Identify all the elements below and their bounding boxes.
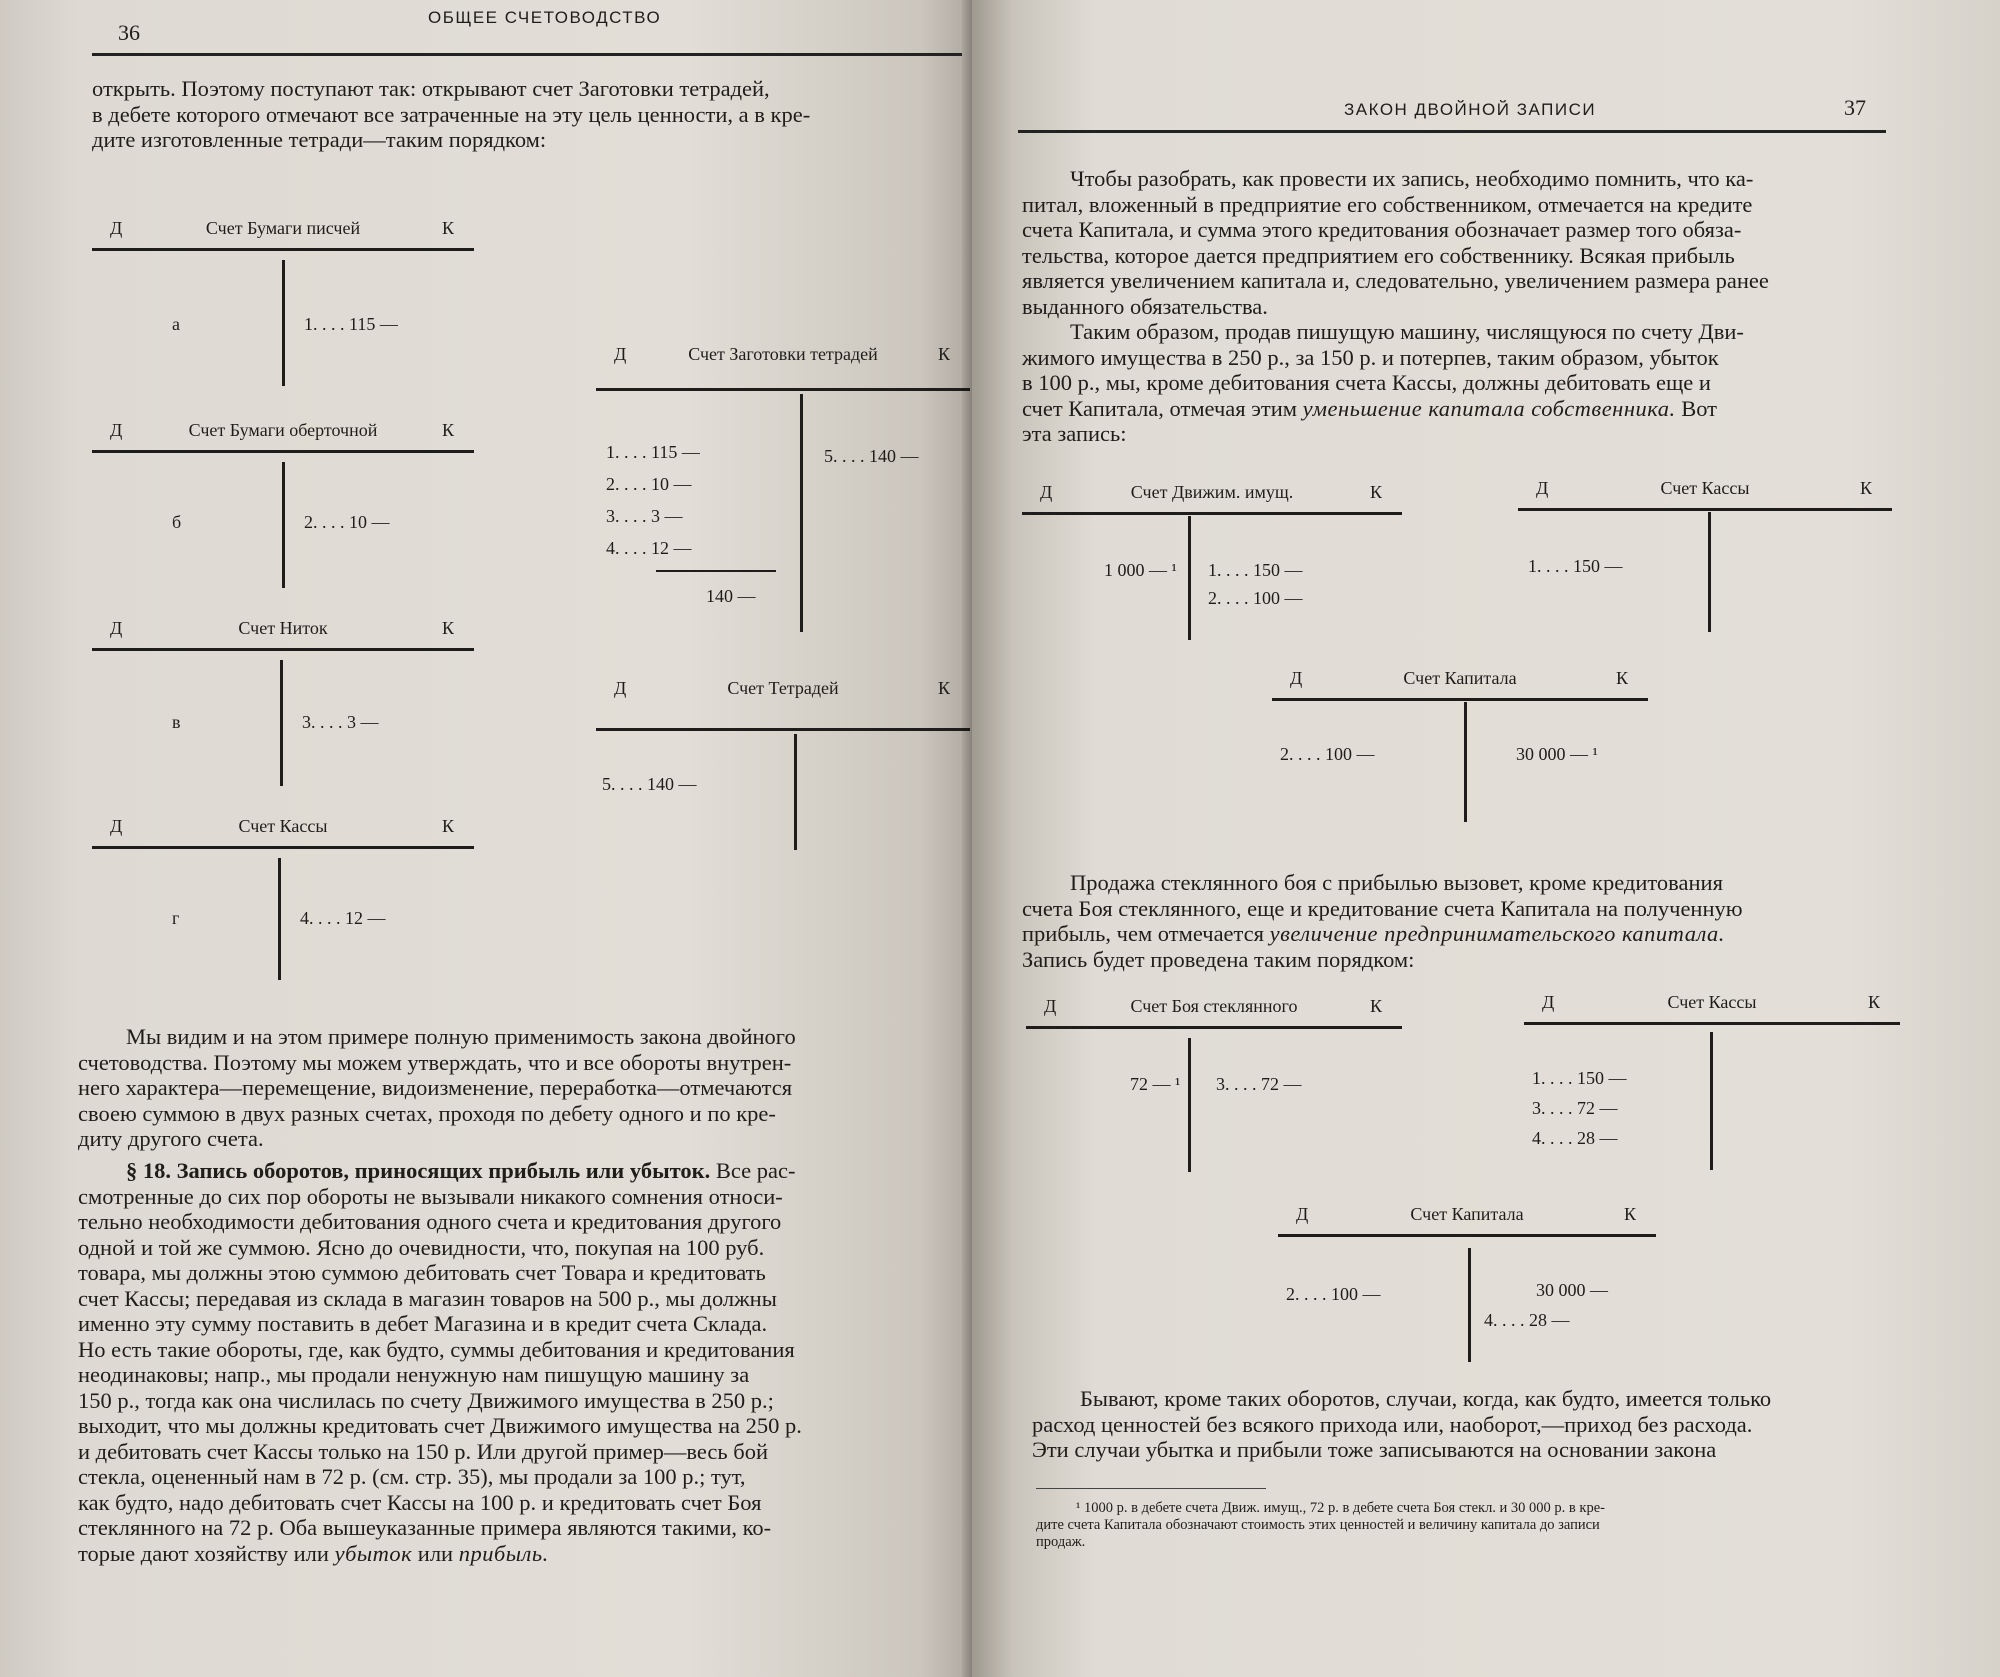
account-cash: Д Счет Кассы К г 4. . . . 12 — (92, 814, 474, 984)
account-title: Счет Капитала (1410, 1204, 1524, 1224)
paragraph-1: Чтобы разобрать, как провести их запись, необходимо помнить, что ка- питал, вложенный в предприятие его собственником, отмечается на кредите счета Капитала, и сумма этого кредитования обозначает размер того обяза- тельства, которое дается предприятием его собственнику. Всякая прибыль является увеличением капитала и, следовательно, увеличением размера ранее выданного обязательства. Таким образом, продав пишущую машину, числящуюся по счету Дви- жимого имущества в 250 р., за 150 р. и потерпев, таким образом, убыток в 100 р., мы, кроме дебитования счета Кассы, должны дебитовать еще и счет Капитала, отмечая этим уменьшение капитала собственника. Вот эта запись: (1022, 166, 1769, 446)
account-title: Счет Кассы (1667, 992, 1757, 1012)
account-paper: Д Счет Бумаги писчей К а 1. . . . 115 — (92, 216, 474, 392)
footnote-rule (1036, 1488, 1266, 1489)
account-title: Счет Тетрадей (727, 678, 839, 698)
account-title: Счет Движим. имущ. (1130, 482, 1294, 502)
paragraph-4: Бывают, кроме таких оборотов, случаи, когда, как будто, имеется только расход ценностей без всякого прихода или, наоборот,—приход без расхода. Эти случаи убытка и прибыли тоже записываются на основании закона (1032, 1386, 1772, 1462)
footnote: ¹ 1000 р. в дебете счета Движ. имущ., 72 р. в дебете счета Боя стекл. и 30 000 р. в кре- дите счета Капитала обозначают стоимость этих ценностей и величину капитала до записи продаж. (1036, 1500, 1605, 1550)
account-capital-2: Д Счет Капитала К 2. . . . 100 — 30 000 — 4. . . . 28 — (1278, 1202, 1656, 1366)
account-broken-glass: Д Счет Боя стеклянного К 72 — ¹ 3. . . . 72 — (1026, 994, 1402, 1178)
page-number: 37 (1844, 95, 1866, 120)
paragraph-1: Мы видим и на этом примере полную применимость закона двойного счетоводства. Поэтому мы можем утверждать, что и все обороты внутрен- него характера—перемещение, видоизменение, переработка—отмечаются своею суммою в двух разных счетах, проходя по дебету одного и по кре- диту другого счета. (78, 1024, 796, 1151)
account-wrapping-paper: Д Счет Бумаги оберточной К б 2. . . . 10 — (92, 418, 474, 598)
account-cash-2: Д Счет Кассы К 1. . . . 150 — 3. . . . 72 — 4. . . . 28 — (1524, 990, 1900, 1176)
section-heading: § 18. Запись оборотов, приносящих прибыль или убыток. (126, 1158, 711, 1183)
account-title: Счет Бумаги оберточной (188, 420, 378, 440)
account-thread: Д Счет Ниток К в 3. . . . 3 — (92, 616, 474, 792)
page-number: 36 (118, 20, 140, 45)
account-notebook-preparation: Д Счет Заготовки тетрадей К 1. . . . 115 — 2. . . . 10 — 3. . . . 3 — 4. . . . 12 — 140 — 5. . . . 140 — (596, 342, 970, 638)
left-page (0, 0, 980, 1677)
header-rule (92, 53, 962, 56)
right-page (972, 0, 2000, 1677)
account-capital: Д Счет Капитала К 2. . . . 100 — 30 000 — ¹ (1272, 666, 1648, 826)
account-title: Счет Боя стеклянного (1130, 996, 1298, 1016)
intro-text: открыть. Поэтому поступают так: открывают счет Заготовки тетрадей, в дебете которого отмечают все затраченные на эту цель ценности, а в кре- дите изготовленные тетради—таким порядком: (92, 76, 811, 152)
paragraph-3: Продажа стеклянного боя с прибылью вызовет, кроме кредитования счета Боя стеклянного, еще и кредитование счета Капитала на полученную прибыль, чем отмечается увеличение предпринимательского капитала. Запись будет проведена таким порядком: (1022, 870, 1743, 972)
account-title: Счет Капитала (1403, 668, 1517, 688)
account-title: Счет Ниток (238, 618, 328, 638)
account-cash: Д Счет Кассы К 1. . . . 150 — (1518, 476, 1892, 636)
account-notebooks: Д Счет Тетрадей К 5. . . . 140 — (596, 676, 970, 856)
running-head: ЗАКОН ДВОЙНОЙ ЗАПИСИ (1344, 100, 1597, 119)
account-title: Счет Бумаги писчей (205, 218, 361, 238)
account-title: Счет Кассы (238, 816, 328, 836)
account-title: Счет Кассы (1660, 478, 1750, 498)
running-head: ОБЩЕЕ СЧЕТОВОДСТВО (428, 8, 662, 27)
section-18: § 18. Запись оборотов, приносящих прибыль или убыток. Все рас- смотренные до сих пор обороты не вызывали никакого сомнения относи- тельно необходимости дебитования одного счета и кредитования другого одной и той же суммою. Ясно до очевидности, что, покупая на 100 руб. товара, мы должны этою суммою дебитовать счет Товара и кредитовать счет Кассы; передавая из склада в магазин товаров на 500 р., мы должны именно эту сумму поставить в дебет Магазина и в кредит счета Склада. Но есть такие обороты, где, как будто, суммы дебитования и кредитования неодинаковы; напр., мы продали ненужную нам пишущую машину за 150 р., тогда как она числилась по счету Движимого имущества в 250 р.; выходит, что мы должны кредитовать счет Движимого имущества на 250 р. и дебитовать счет Кассы только на 150 р. Или другой пример—весь бой стекла, оцененный нам в 72 р. (см. стр. 35), мы продали за 100 р.; тут, как будто, надо дебитовать счет Кассы на 100 р. и кредитовать счет Боя стеклянного на 72 р. Оба вышеуказанные примера являются такими, ко- торые дают хозяйству или убыток или прибыль. (78, 1158, 802, 1566)
header-rule (1018, 130, 1886, 133)
account-title: Счет Заготовки тетрадей (688, 344, 878, 364)
account-movable-property: Д Счет Движим. имущ. К 1 000 — ¹ 1. . . . 150 — 2. . . . 100 — (1022, 480, 1402, 644)
